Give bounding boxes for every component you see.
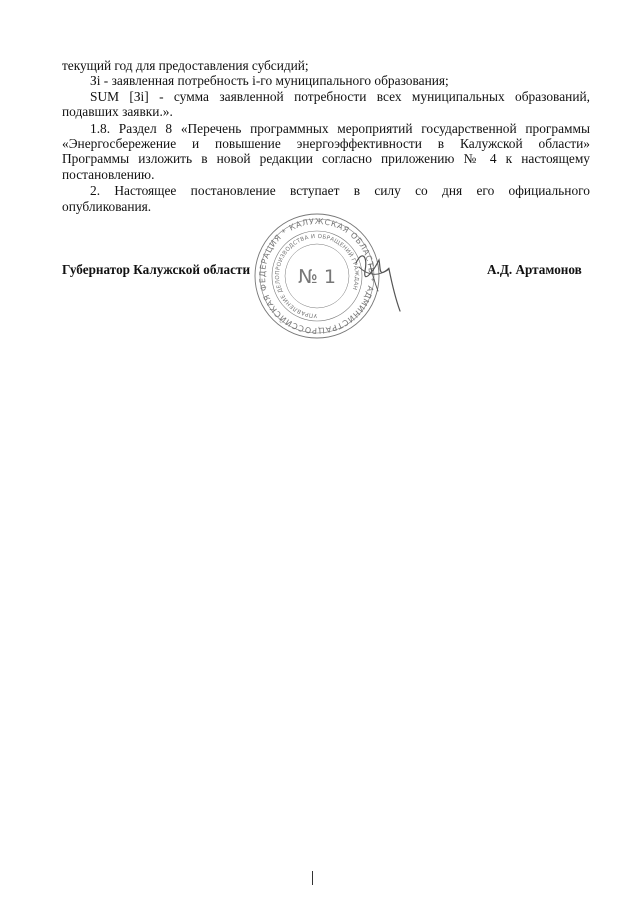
- page-number-mark: [312, 871, 313, 885]
- paragraph-declared-need: Зi - заявленная потребность i-го муниципального образования;: [90, 73, 449, 89]
- stamp-outer-text: РОССИЙСКАЯ ФЕДЕРАЦИЯ * КАЛУЖСКАЯ ОБЛАСТЬ * АДМИНИСТРАЦИЯ ГУБЕРНАТОРА: [232, 208, 377, 336]
- governor-position: Губернатор Калужской области: [62, 262, 251, 277]
- paragraph-sum-declared-need: SUM [Зi] - сумма заявленной потребности всех муниципальных образований, подавших заявки.».: [62, 88, 590, 120]
- paragraph-effective-date: 2. Настоящее постановление вступает в силу со дня его официального опубликования.: [62, 183, 590, 214]
- paragraph-section-8: 1.8. Раздел 8 «Перечень программных мероприятий государственной программы «Энергосбережение и повышение энергоэффективности в Калужской области» Программы изложить в новой редакции согласно приложению № 4 к настоящему постановлению.: [62, 120, 590, 182]
- paragraph-subsidy-year: текущий год для предоставления субсидий;: [62, 58, 309, 73]
- document-body: [62, 58, 590, 214]
- governor-name: А.Д. Артамонов: [487, 262, 582, 277]
- stamp-inner-text: УПРАВЛЕНИЕ ДЕЛОПРОИЗВОДСТВА И ОБРАЩЕНИЙ ГРАЖДАН: [274, 233, 360, 319]
- stamp-number: № 1: [298, 266, 336, 288]
- official-stamp: [232, 208, 412, 347]
